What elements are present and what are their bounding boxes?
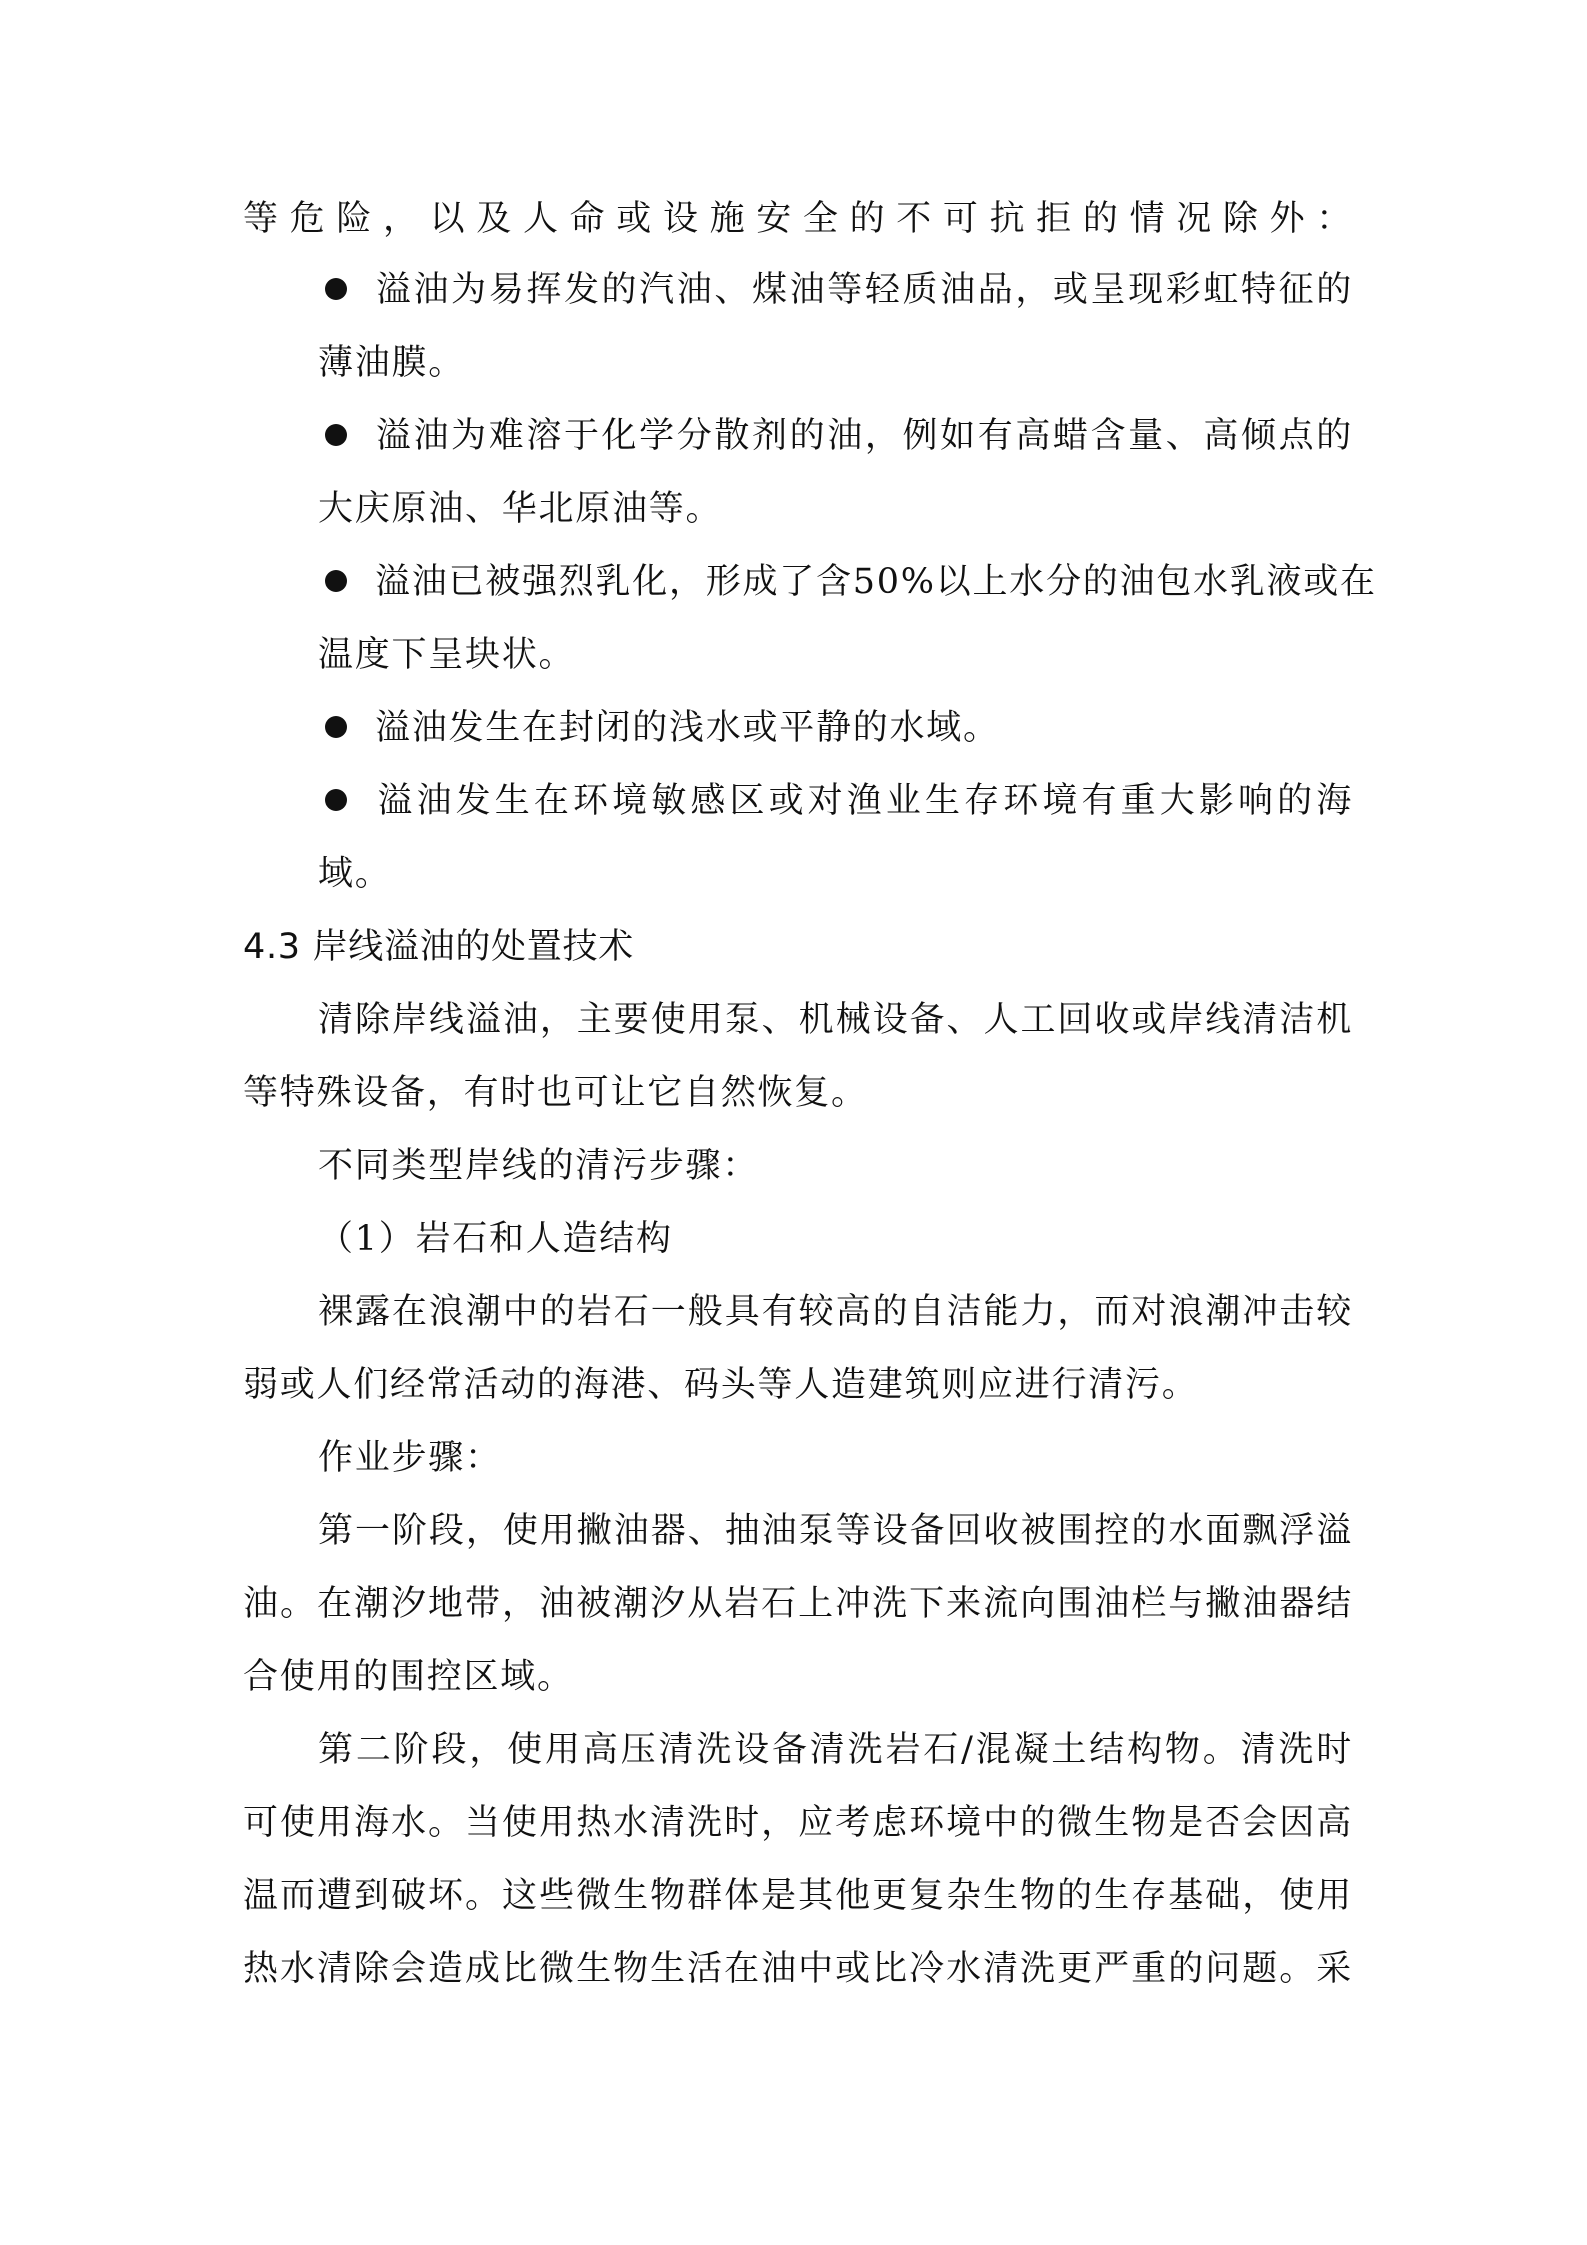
section-heading: 4.3 岸线溢油的处置技术	[243, 927, 634, 967]
bullet-dot-icon	[325, 716, 347, 738]
text-line: 薄油膜。	[318, 343, 466, 383]
paragraph-line: 第一阶段，使用撇油器、抽油泵等设备回收被围控的水面飘浮溢	[318, 1511, 1353, 1551]
bullet-text: 溢油发生在封闭的浅水或平静的水域。	[375, 708, 1000, 748]
bullet-item	[325, 560, 1377, 604]
bullet-dot-icon	[325, 278, 347, 300]
paragraph-line: 裸露在浪潮中的岩石一般具有较高的自洁能力，而对浪潮冲击较	[318, 1292, 1353, 1332]
bullet-text: 溢油为难溶于化学分散剂的油，例如有高蜡含量、高倾点的	[375, 416, 1353, 456]
text-line: 域。	[318, 854, 392, 894]
bullet-item	[325, 268, 1353, 312]
paragraph-line: 热水清除会造成比微生物生活在油中或比冷水清洗更严重的问题。采	[243, 1949, 1353, 1989]
paragraph-line: 不同类型岸线的清污步骤：	[318, 1146, 760, 1186]
paragraph-line: 油。在潮汐地带，油被潮汐从岩石上冲洗下来流向围油栏与撇油器结	[243, 1584, 1353, 1624]
bullet-text: 溢油为易挥发的汽油、煤油等轻质油品，或呈现彩虹特征的	[375, 270, 1353, 310]
bullet-text: 溢油发生在环境敏感区或对渔业生存环境有重大影响的海	[375, 781, 1353, 821]
bullet-dot-icon	[325, 570, 347, 592]
paragraph-line: 温而遭到破坏。这些微生物群体是其他更复杂生物的生存基础，使用	[243, 1876, 1353, 1916]
subheading: （1）岩石和人造结构	[318, 1219, 673, 1259]
bullet-dot-icon	[325, 789, 347, 811]
bullet-item	[325, 779, 1353, 823]
bullet-item	[325, 414, 1353, 458]
text-line: 大庆原油、华北原油等。	[318, 489, 723, 529]
bullet-text: 溢油已被强烈乳化，形成了含50%以上水分的油包水乳液或在	[375, 562, 1377, 602]
bullet-item	[325, 706, 1353, 750]
paragraph-line: 弱或人们经常活动的海港、码头等人造建筑则应进行清污。	[243, 1365, 1199, 1405]
bullet-dot-icon	[325, 424, 347, 446]
paragraph-line: 可使用海水。当使用热水清洗时，应考虑环境中的微生物是否会因高	[243, 1803, 1353, 1843]
text-line: 等危险，以及人命或设施安全的不可抗拒的情况除外：	[243, 199, 1353, 239]
paragraph-line: 清除岸线溢油，主要使用泵、机械设备、人工回收或岸线清洁机	[318, 1000, 1353, 1040]
paragraph-line: 第二阶段，使用高压清洗设备清洗岩石/混凝土结构物。清洗时	[318, 1730, 1353, 1770]
paragraph-line: 合使用的围控区域。	[243, 1657, 574, 1697]
text-line: 温度下呈块状。	[318, 635, 576, 675]
paragraph-line: 作业步骤：	[318, 1438, 502, 1478]
paragraph-line: 等特殊设备，有时也可让它自然恢复。	[243, 1073, 868, 1113]
